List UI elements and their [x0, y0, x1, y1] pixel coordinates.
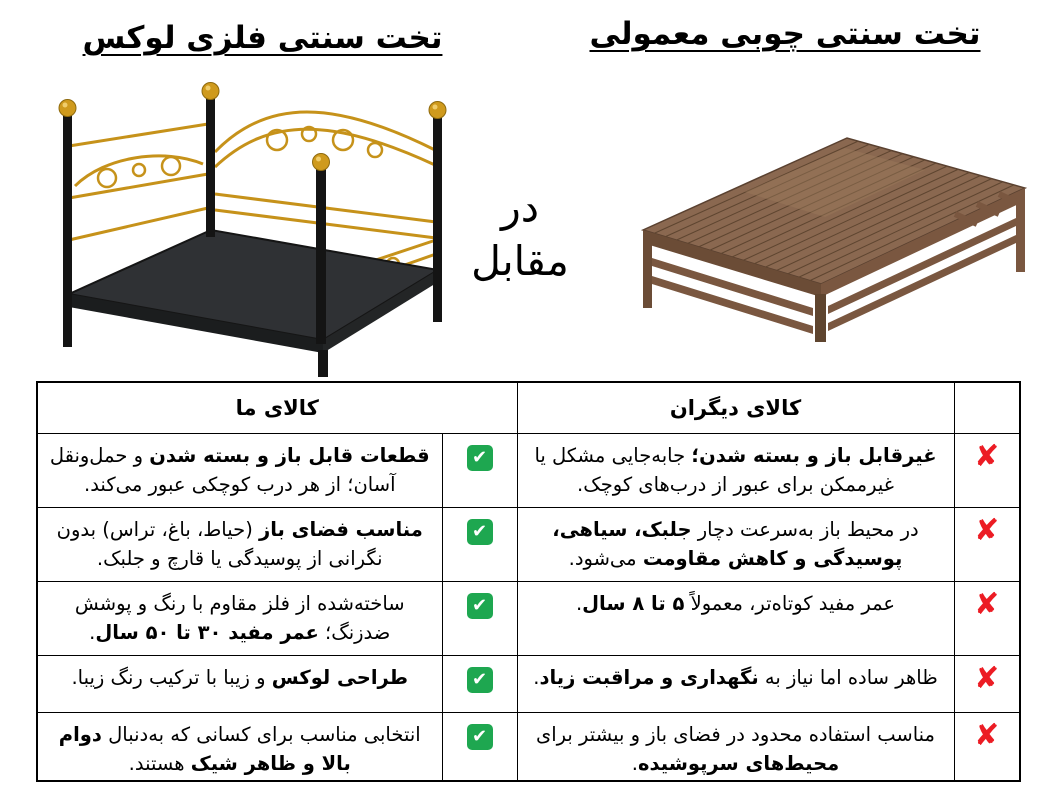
our-product-cell: انتخابی مناسب برای کسانی که به‌دنبال دوام بالا و ظاهر شیک هستند.	[37, 712, 442, 781]
our-product-cell: قطعات قابل باز و بسته شدن و حمل‌ونقل آسان؛ از هر درب کوچکی عبور می‌کند.	[37, 433, 442, 507]
table-row	[37, 712, 1020, 781]
others-product-cell: در محیط باز به‌سرعت دچار جلبک، سیاهی، پوسیدگی و کاهش مقاومت می‌شود.	[517, 507, 954, 581]
header-ours: کالای ما	[37, 382, 517, 433]
table-row	[37, 581, 1020, 655]
cross-icon: ✘	[974, 717, 1000, 753]
header-others: کالای دیگران	[517, 382, 954, 433]
cross-cell	[954, 655, 1020, 712]
comparison-table	[36, 381, 1021, 782]
check-icon: ✔	[467, 667, 493, 693]
check-cell	[442, 655, 517, 712]
versus-line-1: در	[500, 183, 540, 231]
cross-icon: ✘	[974, 660, 1000, 696]
table-row	[37, 507, 1020, 581]
table-row	[37, 433, 1020, 507]
others-product-cell: عمر مفید کوتاه‌تر، معمولاً ۵ تا ۸ سال.	[517, 581, 954, 655]
table-row	[37, 655, 1020, 712]
cross-cell	[954, 507, 1020, 581]
check-cell	[442, 507, 517, 581]
check-icon: ✔	[467, 724, 493, 750]
cross-cell	[954, 581, 1020, 655]
versus-label	[452, 180, 588, 288]
wooden-bed-image	[625, 122, 1040, 361]
others-product-cell: مناسب استفاده محدود در فضای باز و بیشتر برای محیط‌های سرپوشیده.	[517, 712, 954, 781]
check-icon: ✔	[467, 445, 493, 471]
others-product-cell: ظاهر ساده اما نیاز به نگهداری و مراقبت زیاد.	[517, 655, 954, 712]
header-indicator-cell	[954, 382, 1020, 433]
cross-cell	[954, 433, 1020, 507]
check-icon: ✔	[467, 593, 493, 619]
our-product-cell: ساخته‌شده از فلز مقاوم با رنگ و پوشش ضدزنگ؛ عمر مفید ۳۰ تا ۵۰ سال.	[37, 581, 442, 655]
metal-bed-image	[35, 82, 460, 381]
check-icon: ✔	[467, 519, 493, 545]
cross-cell	[954, 712, 1020, 781]
cross-icon: ✘	[974, 512, 1000, 548]
title-metal-bed-text: تخت سنتی فلزی لوکس	[82, 20, 443, 56]
title-wooden-bed-text: تخت سنتی چوبی معمولی	[589, 16, 981, 52]
title-metal-bed	[30, 20, 495, 56]
header-row	[37, 382, 1020, 433]
cross-icon: ✘	[974, 586, 1000, 622]
check-cell	[442, 712, 517, 781]
our-product-cell: طراحی لوکس و زیبا با ترکیب رنگ زیبا.	[37, 655, 442, 712]
metal-bed-drawing	[35, 82, 460, 377]
check-cell	[442, 433, 517, 507]
comparison-table-body	[37, 433, 1020, 781]
title-wooden-bed	[545, 16, 1025, 52]
wooden-bed-drawing	[625, 122, 1040, 357]
others-product-cell: غیرقابل باز و بسته شدن؛ جابه‌جایی مشکل یا غیرممکن برای عبور از درب‌های کوچک.	[517, 433, 954, 507]
cross-icon: ✘	[974, 438, 1000, 474]
versus-line-2: مقابل	[471, 237, 569, 286]
check-cell	[442, 581, 517, 655]
our-product-cell: مناسب فضای باز (حیاط، باغ، تراس) بدون نگرانی از پوسیدگی یا قارچ و جلبک.	[37, 507, 442, 581]
